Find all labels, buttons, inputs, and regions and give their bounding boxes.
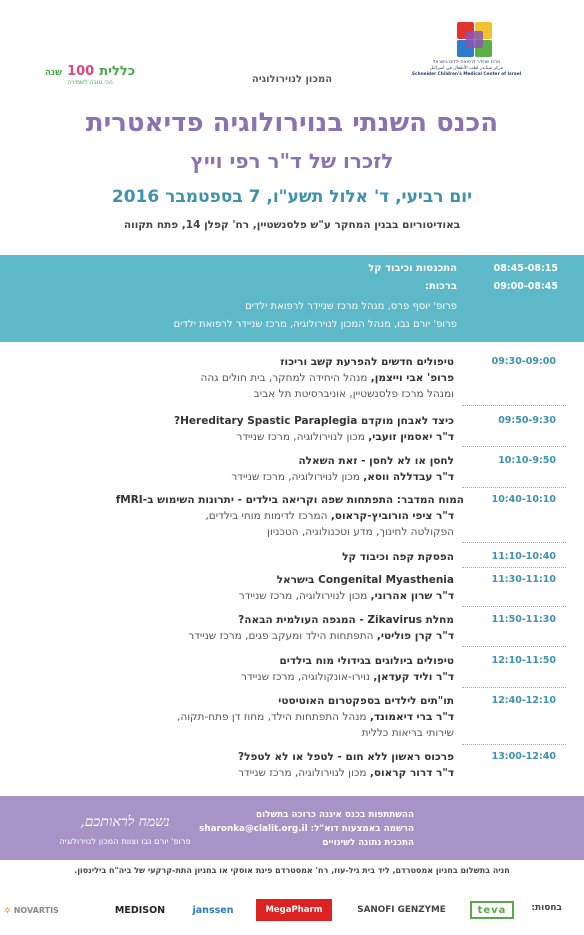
divider	[462, 606, 566, 607]
footer-band	[0, 796, 584, 860]
session-time: 13:00-12:40	[491, 751, 556, 762]
puzzle-icon	[456, 22, 492, 58]
session-title: מחלת Zikavirus - המגפה העולמית הבאה?	[238, 614, 454, 626]
signer: פרופ' יורם נבו וצוות המכון לנוירולוגיה	[59, 836, 191, 846]
session-title: טיפולים חדשים להפרעת קשב וריכוז	[280, 356, 454, 368]
session-speaker: ד"ר ציפי הורוביץ-קראוס,	[330, 510, 454, 522]
opening-row	[0, 281, 584, 297]
session-speaker-line	[14, 671, 454, 683]
novartis-flame-icon: ✲	[4, 905, 11, 915]
clalit-100: 100	[67, 64, 95, 79]
opening-text: התכנסות וכיבוד קל	[368, 263, 457, 274]
session-speaker-line	[14, 471, 454, 483]
session-time: 09:30-09:00	[491, 356, 556, 367]
greeting-line: פרופ' יורם נבו, מנהל המכון לנוירולוגיה, מרכז שניידר לרפואת ילדים	[173, 319, 457, 330]
session-affiliation: מכון לנוירולוגיה, מרכז שניידר	[236, 431, 369, 443]
session-speaker: ד"ר ברי דיאמונד,	[369, 711, 454, 723]
session-speaker: ד"ר עבדללה ווסא,	[363, 471, 454, 483]
janssen-logo: janssen	[192, 904, 234, 916]
novartis-logo	[4, 896, 96, 924]
session-title: טיפולים ביולוגים בגידולי מוח בילדים	[279, 655, 454, 667]
novartis-name: NOVARTIS	[13, 905, 59, 915]
divider	[462, 646, 566, 647]
opening-text: ברכות:	[424, 281, 457, 292]
divider	[462, 744, 566, 745]
session-speaker-line	[14, 590, 454, 602]
session-speaker: ד"ר דרור קראוס,	[369, 767, 454, 779]
divider	[462, 542, 566, 543]
divider	[462, 487, 566, 488]
clalit-years: שנה	[44, 68, 62, 78]
session-speaker: ד"ר שרון אהרוני,	[370, 590, 454, 602]
session-time: 09:50-9:30	[498, 415, 556, 426]
opening-time: 09:00-08:45	[493, 281, 558, 292]
megapharm-logo: MegaPharm	[256, 899, 332, 921]
session-title: פרכוס ראשון ללא חום - לטפל או לא לטפל?	[238, 751, 454, 763]
session-title: Congenital Myasthenia בישראל	[276, 574, 454, 586]
session-speaker: ד"ר יאסמין זועבי,	[368, 431, 454, 443]
session-time: 11:50-11:30	[491, 614, 556, 625]
session-speaker-line	[14, 630, 454, 642]
session-affiliation: מנהל התפתחות הילד, מחוז דן פתח-תקוה,	[177, 711, 370, 723]
clalit-tagline: הכי טובה לשמירה	[67, 79, 113, 86]
clalit-brand: כללית	[99, 64, 136, 79]
opening-time: 08:45-08:15	[493, 263, 558, 274]
session-time: 10:40-10:10	[491, 494, 556, 505]
session-affiliation-extra: שירותי בריאות כללית	[361, 727, 454, 739]
session-affiliation: המרכז לדימות מוחי בילדים,	[205, 510, 331, 522]
session-speaker-line	[14, 510, 454, 522]
conference-subtitle: לזכרו של ד"ר רפי וייץ	[190, 149, 394, 173]
footer-changes-note: התכנית נתונה לשינויים	[322, 838, 414, 848]
session-speaker: ד"ר קרן פוליטי,	[376, 630, 454, 642]
break-title: הפסקת קפה וכיבוד קל	[342, 551, 454, 563]
sanofi-genzyme-logo: SANOFI GENZYME	[357, 905, 446, 915]
sponsors-label: בחסות:	[531, 903, 562, 913]
session-affiliation: מנהל היחידה למחקר, בית חולים גהה	[200, 372, 371, 384]
clalit-logo	[30, 60, 150, 100]
session-affiliation: מכון לנוירולוגיה, מרכז שניידר	[238, 767, 370, 779]
sponsors-strip	[0, 890, 584, 930]
session-time: 12:40-12:10	[491, 695, 556, 706]
divider	[462, 405, 566, 406]
session-title: המוח המדבר: התפתחות שפה וקריאה בילדים - יתרונות השימוש ב-fMRI	[115, 494, 464, 506]
greeting-line: פרופ' יוסף פרס, מנהל מרכז שניידר לרפואת ילדים	[245, 301, 457, 312]
session-time: 11:10-10:40	[491, 551, 556, 562]
divider	[462, 567, 566, 568]
institute-title: המכון לנוירולוגיה	[251, 74, 333, 85]
medison-logo: MEDISON	[114, 904, 166, 916]
session-affiliation: מכון לנוירולוגיה, מרכז שניידר	[231, 471, 364, 483]
session-speaker-line	[14, 431, 454, 443]
session-affiliation-extra: הפקולטה לחינוך, מדע וטכנולוגיה, הטכניון	[267, 526, 454, 538]
footer-registration-email[interactable]: הרשמה באמצעות דוא"ל: sharonka@clalit.org.il	[199, 824, 414, 834]
parking-note: חניה בתשלום בחניון אמסטרדם, ליד בית גיל-עוז, רח' אמסטרדם פינת אוסקי או בחניון התת-קרקעי של ביה"ח בילינסון.	[74, 866, 510, 875]
session-time: 10:10-9:50	[498, 455, 556, 466]
session-speaker: פרופ' אבי וייצמן,	[370, 372, 454, 384]
conference-title: הכנס השנתי בנוירולוגיה פדיאטרית	[85, 108, 499, 138]
session-speaker-line	[14, 372, 454, 384]
session-affiliation: מכון לנוירולוגיה, מרכז שניידר	[238, 590, 371, 602]
session-time: 12:10-11:50	[491, 655, 556, 666]
session-affiliation-extra: ומנהל מרכז פלסנשטיין, אוניברסיטת תל אביב	[253, 388, 454, 400]
schneider-name: מרכז שניידר לרפואת ילדים בישראל مركز شنايدر لطب الأطفال في اسرائيل Schneider Children's Medical Center of Israel	[411, 60, 522, 77]
footer-free-entry: ההשתתפות בכנס איננה כרוכה בתשלום	[255, 810, 414, 820]
session-title: כיצד לאבחן מוקדם Hereditary Spastic Paraplegia?	[174, 415, 454, 427]
divider	[462, 687, 566, 688]
session-speaker: ד"ר וליד קעדאן,	[373, 671, 454, 683]
session-title: תו"תים לילדים בספקטרום האוטיסטי	[278, 695, 454, 707]
session-speaker-line	[14, 711, 454, 723]
session-affiliation: התפתחות הילד ומעקב פגים, מרכז שניידר	[188, 630, 377, 642]
signature: נשמח לראותכם,	[80, 814, 170, 830]
session-speaker-line	[14, 767, 454, 779]
teva-logo: teva	[470, 901, 514, 919]
opening-row	[0, 263, 584, 279]
session-title: לחסן או לא לחסן - זאת השאלה	[298, 455, 454, 467]
session-affiliation: נוירו-אונקולוגיה, מרכז שניידר	[241, 671, 374, 683]
divider	[462, 446, 566, 447]
schneider-logo	[411, 22, 524, 100]
session-time: 11:30-11:10	[491, 574, 556, 585]
conference-date: יום רביעי, ד' אלול תשע"ו, 7 בספטמבר 2016	[111, 187, 473, 207]
conference-venue: באודיטוריום בבנין המחקר ע"ש פלסנשטיין, רח' קפלן 14, פתח תקווה	[123, 219, 461, 231]
opening-band	[0, 255, 584, 342]
